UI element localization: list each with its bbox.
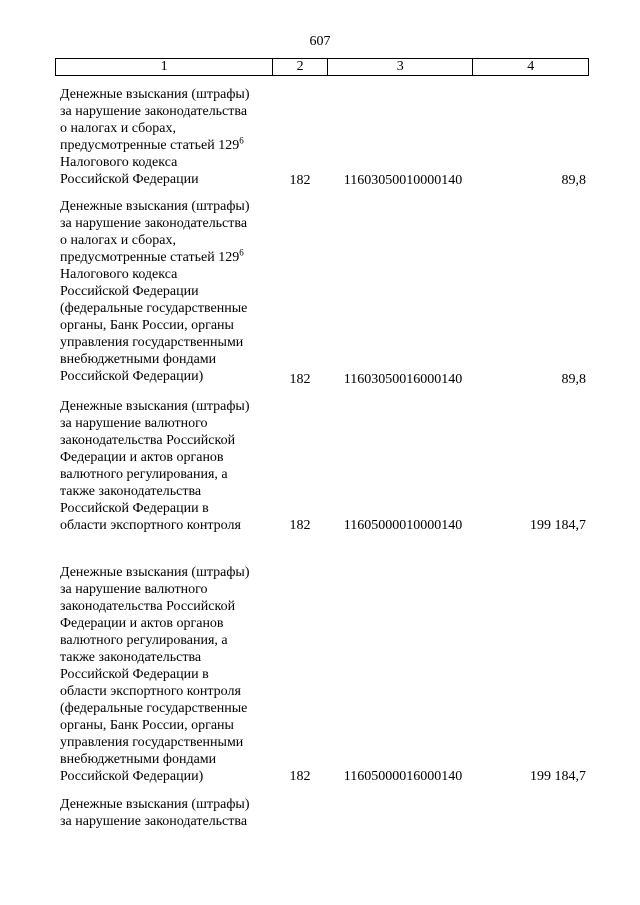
row-amount: 89,8 (561, 173, 586, 188)
row-description: Денежные взыскания (штрафы) за нарушение законодательства о налогах и сборах, предусмотренные статьей $129^6$ Налогового кодекса Российской Федерации (федеральные государственные органы, Банк России, органы управления государственными внебюджетными фондами Российской Федерации) (60, 199, 250, 384)
row-admin-code: 182 (289, 769, 311, 784)
row-description: Денежные взыскания (штрафы) за нарушение законодательства (60, 797, 250, 829)
row-budget-code: 11605000010000140 (343, 518, 463, 533)
column-header-1: 1 (56, 59, 273, 75)
row-amount: 199 184,7 (530, 518, 586, 533)
row-amount: 89,8 (561, 372, 586, 387)
page-number: 607 (309, 34, 331, 49)
row-budget-code: 11603050010000140 (343, 173, 463, 188)
row-description: Денежные взыскания (штрафы) за нарушение валютного законодательства Российской Федерации и актов органов валютного регулирования, а также законодательства Российской Федерации в области экспортного контроля (федеральные государственные органы, Банк России, органы управления государственными внебюджетными фондами Российской Федерации) (60, 565, 250, 784)
row-description: Денежные взыскания (штрафы) за нарушение валютного законодательства Российской Федерации и актов органов валютного регулирования, а также законодательства Российской Федерации в области экспортного контроля (60, 399, 250, 533)
column-header-3: 3 (328, 59, 473, 75)
row-budget-code: 11605000016000140 (343, 769, 463, 784)
column-header-4: 4 (527, 59, 535, 74)
row-admin-code: 182 (289, 518, 311, 533)
row-description: Денежные взыскания (штрафы) за нарушение законодательства о налогах и сборах, предусмотренные статьей $129^6$ Налогового кодекса Российской Федерации (60, 87, 250, 187)
column-header-2: 2 (273, 59, 328, 75)
row-budget-code: 11603050016000140 (343, 372, 463, 387)
row-admin-code: 182 (289, 372, 311, 387)
column-header-row (55, 58, 589, 76)
row-amount: 199 184,7 (530, 769, 586, 784)
row-admin-code: 182 (289, 173, 311, 188)
